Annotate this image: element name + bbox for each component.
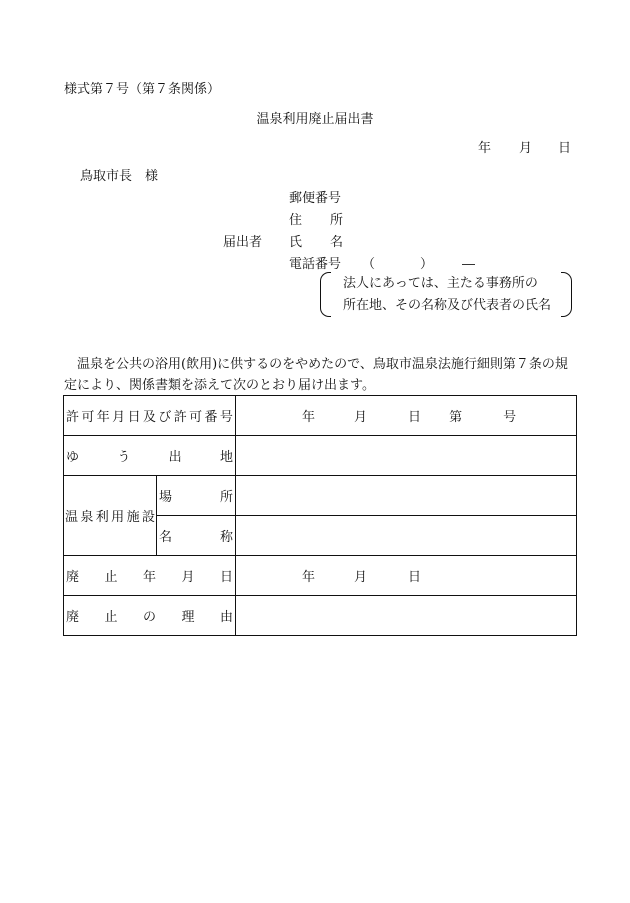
month-label: 月 [354,570,368,585]
label-char: 泉 [80,510,94,525]
spring-source-value-cell[interactable] [236,436,577,476]
document-title: 温泉利用廃止届出書 [256,112,374,127]
corporate-note-line: 法人にあっては、主たる事務所の [343,276,538,291]
name-label-char: 名 [330,235,344,250]
label-char: 許 [173,410,187,425]
label-char: 及 [142,410,156,425]
location-value-cell[interactable] [236,476,577,516]
bracket-right [561,272,572,317]
date-year-label: 年 [478,141,492,156]
label-char: 月 [112,410,126,425]
label-char: 地 [219,450,233,465]
address-label-char: 所 [330,213,344,228]
permit-value-cell[interactable] [236,396,577,436]
corporate-note [320,272,572,317]
date-day-label: 日 [558,141,572,156]
label-char: 日 [220,570,234,585]
facility-label-cell [64,476,157,556]
phone-close-paren: ） [420,257,434,272]
table-row [64,396,577,436]
corporate-note-line: 所在地、その名称及び代表者の氏名 [343,298,552,313]
facility-name-label [157,526,235,545]
spring-source-label-cell [64,436,236,476]
abolition-date-label [64,566,235,585]
phone-open-paren: （ [362,257,376,272]
reason-value-cell[interactable] [236,596,577,636]
abolition-date-value-cell[interactable] [236,556,577,596]
label-char: 号 [219,410,233,425]
label-char: 可 [81,410,95,425]
permit-label [64,406,235,425]
label-char: 年 [96,410,110,425]
label-char: 称 [220,530,234,545]
reason-label-cell [64,596,236,636]
bracket-left [320,272,331,317]
label-char: 止 [104,610,118,625]
date-month-label: 月 [519,141,533,156]
notification-table [63,395,577,636]
label-char: 理 [181,610,195,625]
facility-label [64,506,156,525]
label-char: 設 [141,510,155,525]
form-number: 様式第７号（第７条関係） [64,82,221,97]
spring-source-label [64,446,235,465]
label-char: の [143,610,157,625]
label-char: ゆ [66,450,80,465]
table-row [64,596,577,636]
label-char: 所 [220,490,234,505]
day-label: 日 [408,410,422,425]
label-char: 廃 [66,570,80,585]
phone-dash: ― [462,257,475,272]
label-char: 番 [204,410,218,425]
name-value-cell[interactable] [236,516,577,556]
month-label: 月 [354,410,368,425]
location-label-cell [157,476,236,516]
name-label-cell [157,516,236,556]
location-label [157,486,235,505]
day-label: 日 [408,570,422,585]
abolition-date-label-cell [64,556,236,596]
label-char: 用 [111,510,125,525]
label-char: 利 [95,510,109,525]
label-char: 出 [168,450,182,465]
table-row [64,476,577,516]
label-char: 由 [220,610,234,625]
label-char: 名 [159,530,173,545]
label-char: 日 [127,410,141,425]
label-char: 場 [159,490,173,505]
year-label: 年 [302,410,316,425]
label-char: 許 [66,410,80,425]
year-label: 年 [302,570,316,585]
label-char: 止 [104,570,118,585]
label-char: 月 [181,570,195,585]
phone-label: 電話番号 [289,257,342,272]
postal-code-label: 郵便番号 [289,191,342,206]
table-row [64,556,577,596]
label-char: び [158,410,172,425]
label-char: 廃 [66,610,80,625]
abolition-date-value [236,566,576,585]
address-label-char: 住 [289,213,303,228]
addressee: 鳥取市長 様 [80,169,159,184]
notifier-label: 届出者 [223,235,263,250]
label-char: 年 [143,570,157,585]
label-char: 温 [65,510,79,525]
permit-label-cell [64,396,236,436]
label-char: 可 [189,410,203,425]
body-text: 温泉を公共の浴用(飲用)に供するのをやめたので、鳥取市温泉法施行細則第７条の規定により、関係書類を添えて次のとおり届け出ます。 [64,357,568,393]
dai-label: 第 [449,410,463,425]
label-char: う [117,450,131,465]
table-row [64,436,577,476]
label-char: 施 [126,510,140,525]
reason-label [64,606,235,625]
permit-value [236,406,576,425]
go-label: 号 [503,410,517,425]
name-label-char: 氏 [289,235,303,250]
